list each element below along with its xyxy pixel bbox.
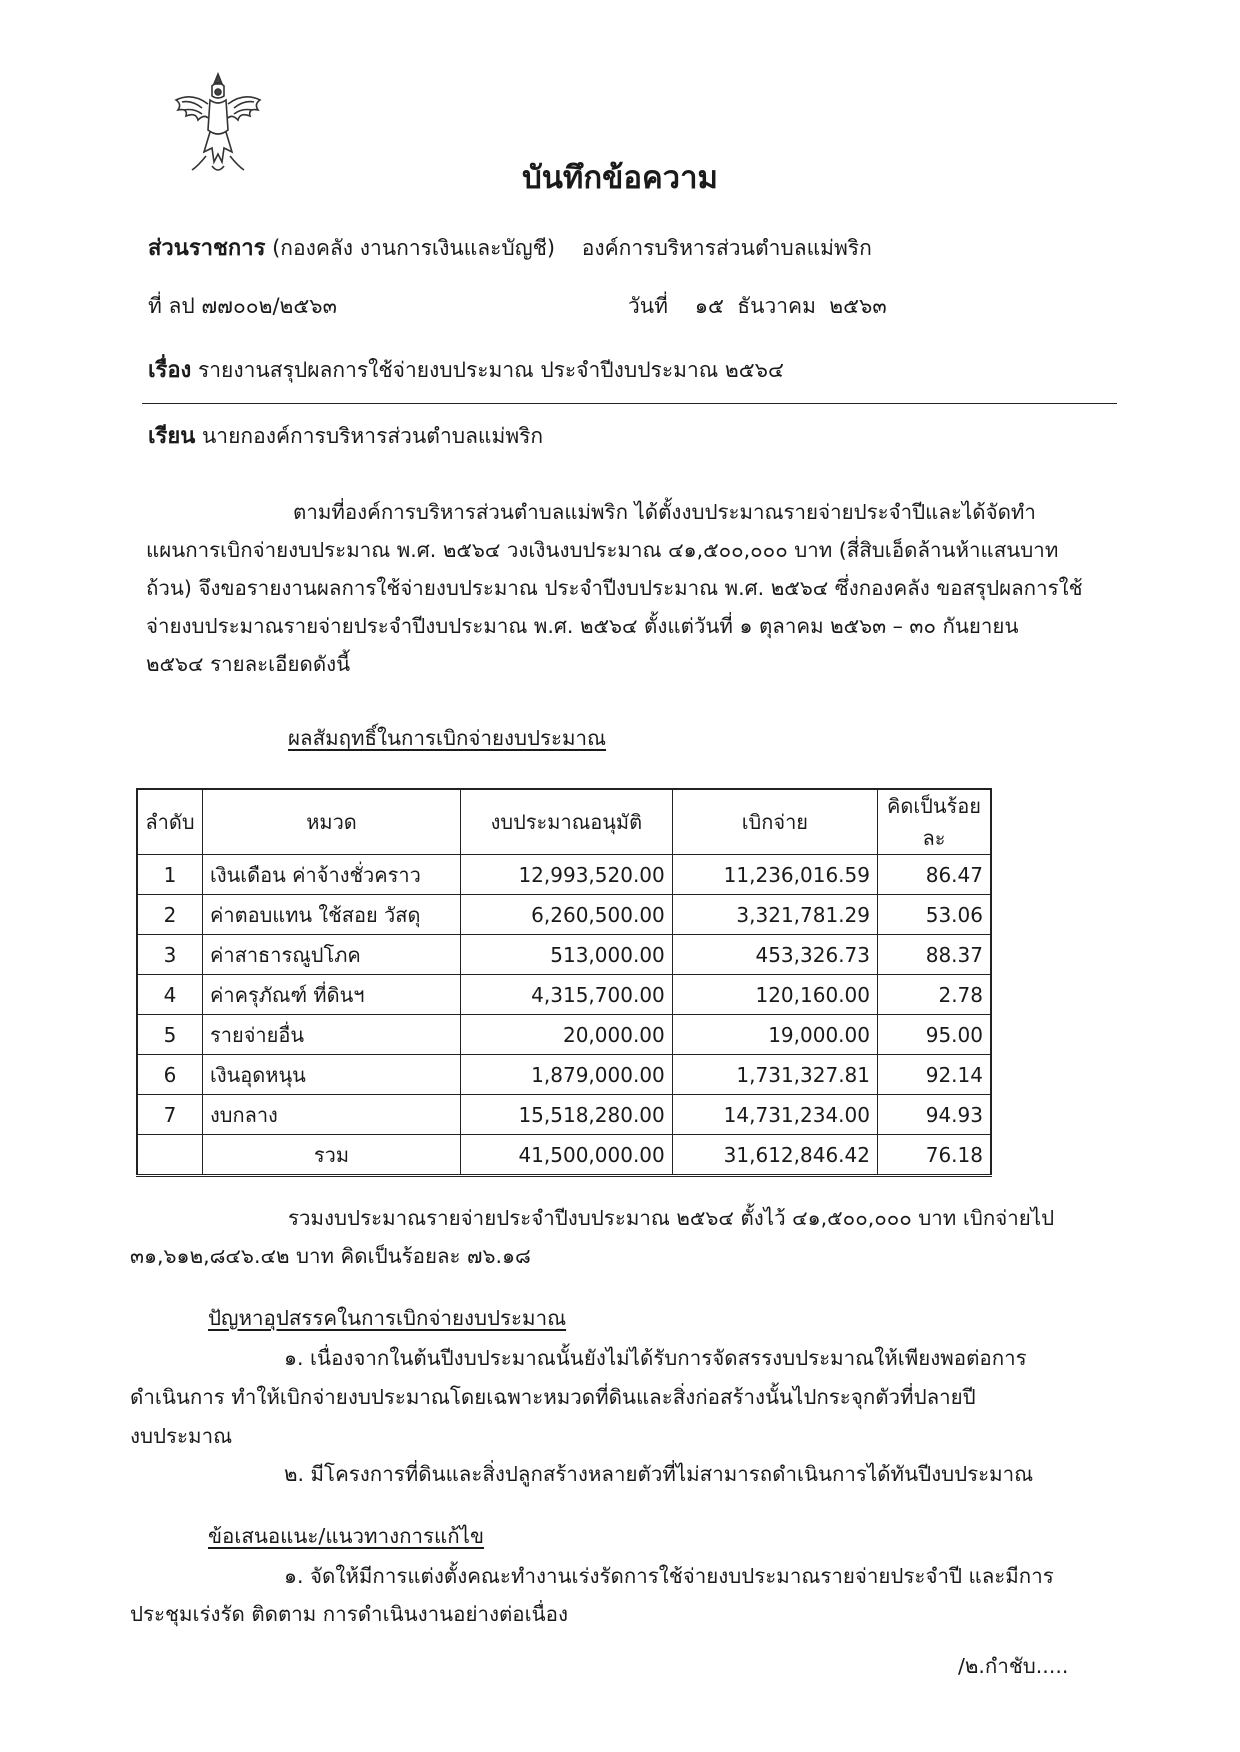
row-category: รายจ่ายอื่น [203, 1015, 461, 1055]
suggestion-1-line-2: ประชุมเร่งรัด ติดตาม การดำเนินงานอย่างต่อเนื่อง [130, 1602, 568, 1626]
table-row [137, 1055, 991, 1095]
row-no: 5 [137, 1015, 203, 1055]
paragraph-1-line-2: แผนการเบิกจ่ายงบประมาณ พ.ศ. ๒๕๖๔ วงเงินงบประมาณ ๔๑,๕๐๐,๐๐๐ บาท (สี่สิบเอ็ดล้านห้าแสนบาท [146, 538, 1059, 562]
row-disbursed: 1,731,327.81 [672, 1055, 877, 1095]
row-no: 6 [137, 1055, 203, 1095]
problems-heading: ปัญหาอุปสรรคในการเบิกจ่ายงบประมาณ [208, 1306, 567, 1330]
table-row [137, 895, 991, 935]
budget-table [136, 788, 992, 1177]
department-value: (กองคลัง งานการเงินและบัญชี) องค์การบริหารส่วนตำบลแม่พริก [272, 236, 872, 260]
row-category: งบกลาง [203, 1095, 461, 1135]
row-approved: 12,993,520.00 [461, 855, 673, 895]
row-percent: 94.93 [878, 1095, 992, 1135]
total-percent: 76.18 [878, 1135, 992, 1176]
row-no: 1 [137, 855, 203, 895]
row-percent: 88.37 [878, 935, 992, 975]
total-label: รวม [203, 1135, 461, 1176]
problem-2: ๒. มีโครงการที่ดินและสิ่งปลูกสร้างหลายตัวที่ไม่สามารถดำเนินการได้ทันปีงบประมาณ [284, 1462, 1034, 1486]
header-category: หมวด [203, 789, 461, 855]
continued-marker: /๒.กำชับ..... [958, 1654, 1069, 1678]
subject-value: รายงานสรุปผลการใช้จ่ายงบประมาณ ประจำปีงบประมาณ ๒๕๖๔ [197, 358, 784, 382]
row-percent: 92.14 [878, 1055, 992, 1095]
summary-line-1: รวมงบประมาณรายจ่ายประจำปีงบประมาณ ๒๕๖๔ ตั้งไว้ ๔๑,๕๐๐,๐๐๐ บาท เบิกจ่ายไป [288, 1206, 1055, 1230]
row-no: 7 [137, 1095, 203, 1135]
row-disbursed: 19,000.00 [672, 1015, 877, 1055]
table-row [137, 935, 991, 975]
row-category: เงินอุดหนุน [203, 1055, 461, 1095]
table-row [137, 855, 991, 895]
row-disbursed: 453,326.73 [672, 935, 877, 975]
paragraph-1-line-5: ๒๕๖๔ รายละเอียดดังนี้ [146, 652, 351, 676]
department-line [148, 230, 872, 265]
row-no: 2 [137, 895, 203, 935]
table-total-row [137, 1135, 991, 1176]
problem-1-line-3: งบประมาณ [130, 1424, 233, 1448]
reference-number: ที่ ลป ๗๗๐๐๒/๒๕๖๓ [148, 294, 337, 318]
problem-1-line-1: ๑. เนื่องจากในต้นปีงบประมาณนั้นยังไม่ได้รับการจัดสรรงบประมาณให้เพียงพอต่อการ [284, 1346, 1027, 1370]
row-category: ค่าครุภัณฑ์ ที่ดินฯ [203, 975, 461, 1015]
problem-1-line-2: ดำเนินการ ทำให้เบิกจ่ายงบประมาณโดยเฉพาะหมวดที่ดินและสิ่งก่อสร้างนั้นไปกระจุกตัวที่ปลายปี [130, 1385, 976, 1409]
paragraph-1-line-3: ถ้วน) จึงขอรายงานผลการใช้จ่ายงบประมาณ ประจำปีงบประมาณ พ.ศ. ๒๕๖๔ ซึ่งกองคลัง ขอสรุปผลการใช้ [146, 576, 1083, 600]
row-category: ค่าสาธารณูปโภค [203, 935, 461, 975]
header-disbursed: เบิกจ่าย [672, 789, 877, 855]
row-no: 3 [137, 935, 203, 975]
header-approved: งบประมาณอนุมัติ [461, 789, 673, 855]
row-percent: 95.00 [878, 1015, 992, 1055]
addressee-label: เรียน [148, 424, 196, 449]
row-category: ค่าตอบแทน ใช้สอย วัสดุ [203, 895, 461, 935]
table-row [137, 975, 991, 1015]
row-approved: 20,000.00 [461, 1015, 673, 1055]
table-row [137, 1095, 991, 1135]
suggestion-1-line-1: ๑. จัดให้มีการแต่งตั้งคณะทำงานเร่งรัดการใช้จ่ายงบประมาณรายจ่ายประจำปี และมีการ [284, 1564, 1054, 1588]
row-disbursed: 11,236,016.59 [672, 855, 877, 895]
row-percent: 2.78 [878, 975, 992, 1015]
total-no [137, 1135, 203, 1176]
row-disbursed: 14,731,234.00 [672, 1095, 877, 1135]
row-disbursed: 120,160.00 [672, 975, 877, 1015]
total-approved: 41,500,000.00 [461, 1135, 673, 1176]
row-percent: 86.47 [878, 855, 992, 895]
row-category: เงินเดือน ค่าจ้างชั่วคราว [203, 855, 461, 895]
paragraph-1-line-1: ตามที่องค์การบริหารส่วนตำบลแม่พริก ได้ตั้งงบประมาณรายจ่ายประจำปีและได้จัดทำ [293, 500, 1036, 524]
table-header-row [137, 789, 991, 855]
addressee-line [148, 418, 543, 453]
row-disbursed: 3,321,781.29 [672, 895, 877, 935]
summary-line-2: ๓๑,๖๑๒,๘๔๖.๔๒ บาท คิดเป็นร้อยละ ๗๖.๑๘ [130, 1244, 531, 1268]
row-percent: 53.06 [878, 895, 992, 935]
addressee-value: นายกองค์การบริหารส่วนตำบลแม่พริก [201, 424, 544, 448]
row-approved: 1,879,000.00 [461, 1055, 673, 1095]
total-disbursed: 31,612,846.42 [672, 1135, 877, 1176]
subject-label: เรื่อง [148, 358, 192, 383]
row-approved: 15,518,280.00 [461, 1095, 673, 1135]
results-heading: ผลสัมฤทธิ์ในการเบิกจ่ายงบประมาณ [288, 726, 607, 750]
paragraph-1-line-4: จ่ายงบประมาณรายจ่ายประจำปีงบประมาณ พ.ศ. ๒๕๖๔ ตั้งแต่วันที่ ๑ ตุลาคม ๒๕๖๓ – ๓๐ กันยายน [146, 614, 1019, 638]
subject-line [148, 352, 784, 387]
memo-date: วันที่ ๑๕ ธันวาคม ๒๕๖๓ [628, 294, 887, 318]
department-label: ส่วนราชการ [148, 236, 266, 261]
memo-title: บันทึกข้อความ [522, 160, 718, 196]
header-no: ลำดับ [137, 789, 203, 855]
suggestions-heading: ข้อเสนอแนะ/แนวทางการแก้ไข [208, 1524, 484, 1548]
header-divider [142, 403, 1117, 404]
row-approved: 6,260,500.00 [461, 895, 673, 935]
table-row [137, 1015, 991, 1055]
row-approved: 513,000.00 [461, 935, 673, 975]
row-approved: 4,315,700.00 [461, 975, 673, 1015]
header-percent: คิดเป็นร้อยละ [878, 789, 992, 855]
row-no: 4 [137, 975, 203, 1015]
